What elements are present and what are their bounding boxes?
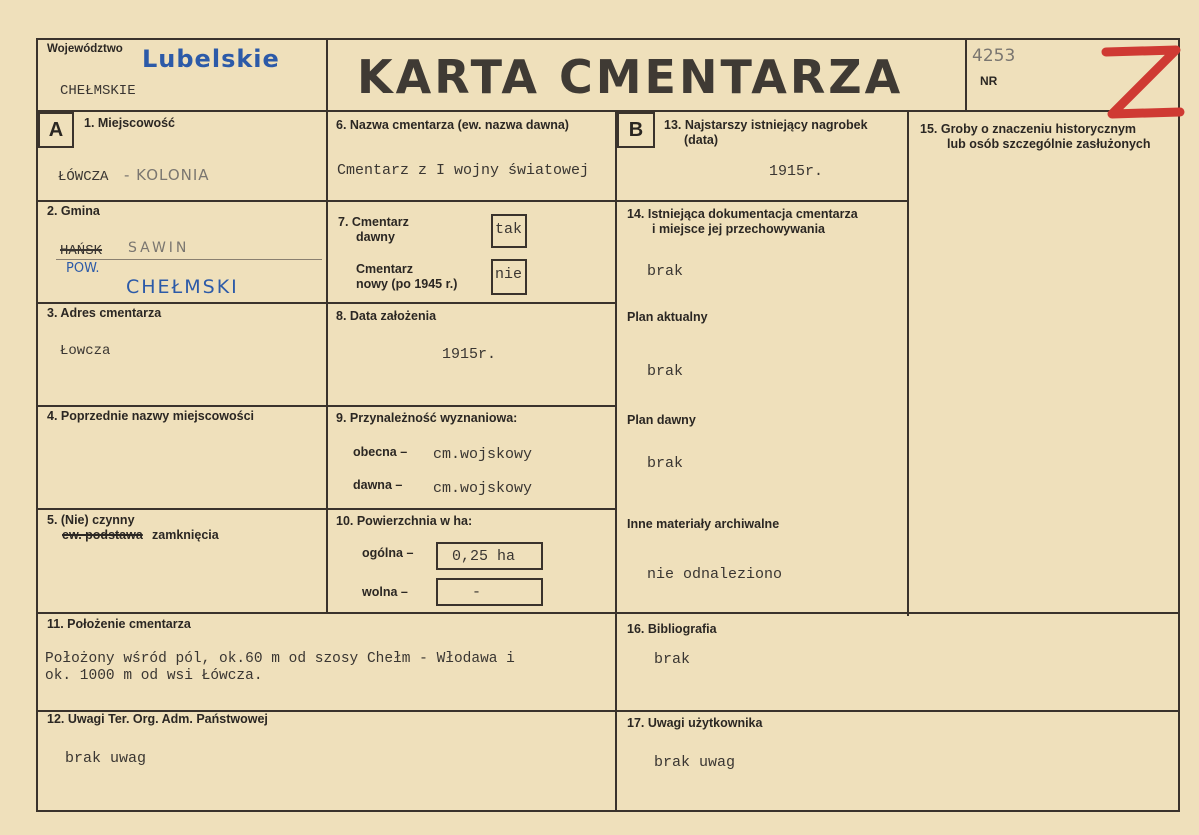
- field-13-label-1: 13. Najstarszy istniejący nagrobek: [664, 118, 868, 132]
- section-a-badge: [38, 112, 74, 148]
- row-line-a1: [36, 200, 616, 202]
- field-9-former-label: dawna –: [353, 478, 403, 492]
- field-5-label-1: 5. (Nie) czynny: [47, 513, 135, 527]
- field-7-old-label-2: dawny: [356, 230, 395, 244]
- field-10-free-box: [436, 578, 543, 606]
- field-12-value: brak uwag: [65, 750, 147, 767]
- field-13-label-2: (data): [684, 133, 719, 147]
- plan-current-value: brak: [647, 363, 684, 380]
- row-line-a2: [36, 302, 616, 304]
- field-7-old-value: tak: [495, 221, 523, 238]
- field-13-value: 1915r.: [769, 163, 824, 180]
- field-4-label: 4. Poprzednie nazwy miejscowości: [47, 409, 255, 423]
- field-1-hand: - KOLONIA: [124, 166, 210, 184]
- section-b-letter: B: [628, 119, 644, 141]
- field-6-label: 6. Nazwa cmentarza (ew. nazwa dawna): [336, 118, 569, 132]
- field-16-label: 16. Bibliografia: [627, 622, 717, 636]
- nr-label: NR: [980, 74, 998, 88]
- field-11-line-2: ok. 1000 m od wsi Łówcza.: [45, 668, 263, 684]
- field-3-label: 3. Adres cmentarza: [47, 306, 162, 320]
- field-9-current-label: obecna –: [353, 445, 408, 459]
- field-2-rule: [56, 259, 322, 260]
- field-5-label-2-struck: ew. podstawa: [62, 528, 143, 542]
- field-14-label-2: i miejsce jej przechowywania: [652, 222, 825, 236]
- field-11-label: 11. Położenie cmentarza: [47, 617, 191, 631]
- field-2-hand-1: SAWIN: [128, 240, 190, 256]
- voivodeship-value: Lubelskie: [142, 45, 280, 73]
- county-value: CHEŁMSKIE: [60, 83, 136, 99]
- field-6-value: Cmentarz z I wojny światowej: [337, 162, 590, 179]
- plan-old-value: brak: [647, 455, 684, 472]
- field-5-label-2: zamknięcia: [152, 528, 219, 542]
- field-14-value: brak: [647, 263, 684, 280]
- field-7-new-label-2: nowy (po 1945 r.): [356, 277, 458, 291]
- row-line-11: [36, 612, 1180, 614]
- nr-value: 4253: [972, 46, 1016, 66]
- red-z-mark: [1100, 44, 1186, 120]
- col-divider-15: [907, 110, 909, 616]
- field-10-total-box: [436, 542, 543, 570]
- field-10-free-value: -: [472, 584, 482, 601]
- field-8-label: 8. Data założenia: [336, 309, 437, 323]
- field-2-hand-3: CHEŁMSKI: [126, 276, 239, 298]
- card-title: KARTA CMENTARZA: [357, 50, 904, 104]
- field-2-label: 2. Gmina: [47, 204, 100, 218]
- other-materials-label: Inne materiały archiwalne: [627, 517, 780, 531]
- row-line-a3: [36, 405, 616, 407]
- field-10-label: 10. Powierzchnia w ha:: [336, 514, 473, 528]
- col-divider-b: [615, 110, 617, 812]
- field-3-value: Łowcza: [60, 343, 111, 359]
- field-7-old-label-1: 7. Cmentarz: [338, 215, 409, 229]
- section-a-letter: A: [48, 119, 64, 141]
- field-1-label: 1. Miejscowość: [84, 116, 176, 130]
- plan-current-label: Plan aktualny: [627, 310, 708, 324]
- field-7-new-value: nie: [495, 266, 523, 283]
- card-frame: [36, 38, 1180, 812]
- field-12-label: 12. Uwagi Ter. Org. Adm. Państwowej: [47, 712, 268, 726]
- field-17-value: brak uwag: [654, 754, 736, 771]
- field-10-total-value: 0,25 ha: [452, 548, 516, 565]
- field-8-value: 1915r.: [442, 346, 497, 363]
- field-9-former-value: cm.wojskowy: [433, 480, 533, 497]
- plan-old-label: Plan dawny: [627, 413, 696, 427]
- header-divider-2: [965, 38, 967, 110]
- field-15-label-1: 15. Groby o znaczeniu historycznym: [920, 122, 1137, 136]
- field-16-value: brak: [654, 651, 691, 668]
- field-2-hand-2: POW.: [66, 261, 100, 276]
- field-9-label: 9. Przynależność wyznaniowa:: [336, 411, 518, 425]
- field-1-value: ŁÓWCZA: [58, 169, 109, 185]
- field-7-new-value-box: [491, 259, 527, 295]
- field-15-label-2: lub osób szczególnie zasłużonych: [947, 137, 1151, 151]
- other-materials-value: nie odnaleziono: [647, 566, 783, 583]
- field-2-struck: HAŃSK: [60, 243, 103, 259]
- voivodeship-label: Województwo: [47, 43, 123, 55]
- field-17-label: 17. Uwagi użytkownika: [627, 716, 763, 730]
- field-7-old-value-box: [491, 214, 527, 248]
- header-divider-1: [326, 38, 328, 612]
- field-14-label-1: 14. Istniejąca dokumentacja cmentarza: [627, 207, 858, 221]
- row-line-a4: [36, 508, 616, 510]
- field-10-total-label: ogólna –: [362, 546, 414, 560]
- field-10-free-label: wolna –: [362, 585, 408, 599]
- row-line-b1: [615, 200, 907, 202]
- field-11-line-1: Położony wśród pól, ok.60 m od szosy Chełm - Włodawa i: [45, 651, 515, 667]
- header-bottom-line: [36, 110, 1180, 112]
- field-9-current-value: cm.wojskowy: [433, 446, 533, 463]
- field-7-new-label-1: Cmentarz: [356, 262, 413, 276]
- section-b-badge: [617, 112, 655, 148]
